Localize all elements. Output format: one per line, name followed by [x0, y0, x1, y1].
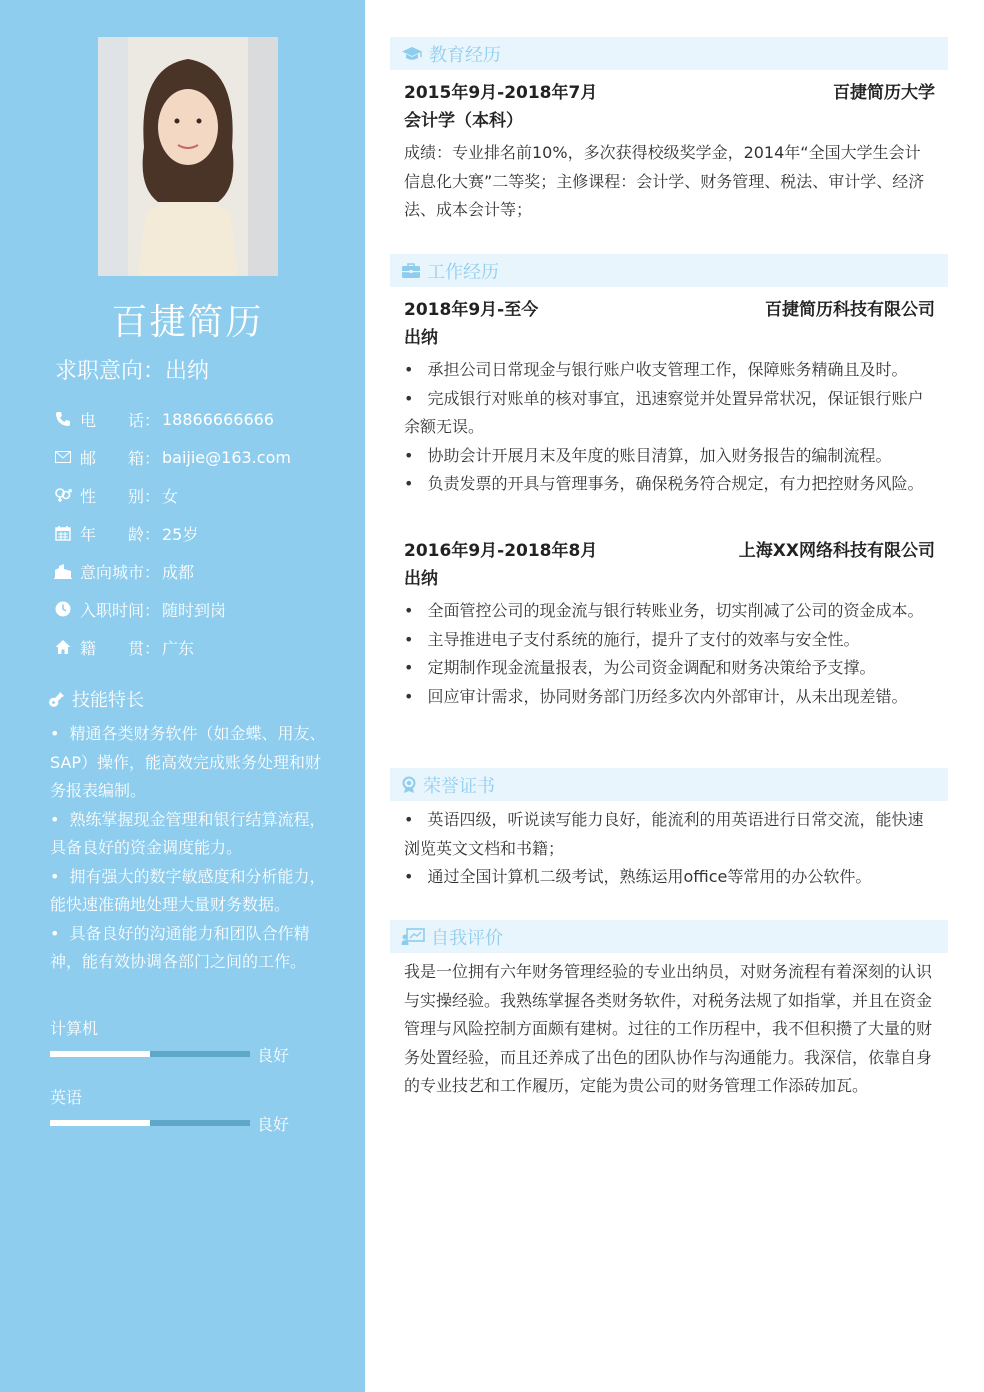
skills-title: 技能特长	[72, 690, 144, 711]
list-item: • 回应审计需求，协同财务部门历经多次内外部审计，从未出现差错。	[404, 686, 908, 706]
contact-label: 邮 箱：	[80, 448, 161, 468]
list-item: • 承担公司日常现金与银行账户收支管理工作，保障账务精确且及时。	[404, 360, 908, 379]
job-period: 2016年9月-2018年8月	[404, 541, 598, 561]
guitar-icon	[48, 690, 66, 708]
job-role: 出纳	[404, 328, 438, 348]
contact-email	[50, 438, 350, 476]
contact-value: 广东	[162, 638, 195, 658]
contact-label: 意向城市：	[80, 562, 161, 582]
contact-value: 成都	[162, 562, 195, 582]
list-item: • 具备良好的沟通能力和团队合作精神，能有效协调各部门之间的工作。	[50, 923, 310, 971]
graduation-cap-icon	[401, 46, 423, 62]
skill-level-english: 良好	[257, 1115, 290, 1134]
skill-name-computer: 计算机	[50, 1019, 99, 1038]
section-title: 荣誉证书	[423, 775, 495, 797]
honors-heading	[390, 768, 948, 801]
contact-phone	[50, 400, 350, 438]
section-title: 教育经历	[429, 44, 501, 66]
candidate-name: 百捷简历	[111, 302, 264, 343]
skill-name-english: 英语	[50, 1088, 83, 1107]
briefcase-icon	[401, 262, 421, 279]
calendar-icon	[52, 522, 74, 544]
skills-list	[50, 720, 330, 977]
list-item: • 协助会计开展月末及年度的账目清算，加入财务报告的编制流程。	[404, 445, 892, 465]
contact-city	[50, 552, 350, 590]
contact-label: 电 话：	[80, 410, 161, 430]
job-row	[404, 536, 935, 561]
education-major: 会计学（本科）	[404, 111, 523, 131]
home-icon	[52, 636, 74, 658]
list-item: • 全面管控公司的现金流与银行转账业务，切实削减了公司的资金成本。	[404, 601, 924, 620]
list-item: • 完成银行对账单的核对事宜，迅速察觉并处置异常状况，保证银行账户余额无误。	[404, 388, 924, 436]
self-heading	[390, 920, 948, 953]
job-duties	[404, 597, 935, 711]
self-evaluation-text: 我是一位拥有六年财务管理经验的专业出纳员，对财务流程有着深刻的认识与实操经验。我熟练掌握各类财务软件，对税务法规了如指掌，并且在资金管理与风险控制方面颇有建树。过往的工作历程中，我不但积攒了大量的财务处置经验，而且还养成了出色的团队协作与沟通能力。我深信，依靠自身的专业技艺和工作履历，定能为贵公司的财务管理工作添砖加瓦。	[404, 962, 933, 1095]
list-item: • 英语四级，听说读写能力良好，能流利的用英语进行日常交流，能快速浏览英文文档和书籍；	[404, 810, 924, 858]
job-duties	[404, 356, 935, 499]
skill-bar-english	[50, 1120, 250, 1126]
education-heading	[390, 37, 948, 70]
contact-value: 随时到岗	[162, 600, 227, 620]
list-item: • 定期制作现金流量报表，为公司资金调配和财务决策给予支撑。	[404, 658, 876, 677]
contact-label: 性 别：	[80, 486, 161, 506]
mail-icon	[52, 446, 74, 468]
skill-bar-computer	[50, 1051, 250, 1057]
sidebar	[0, 0, 365, 1392]
contact-label: 籍 贯：	[80, 638, 161, 658]
work-heading	[390, 254, 948, 287]
job-period: 2018年9月-至今	[404, 300, 539, 320]
contact-value: 女	[162, 486, 179, 506]
education-row	[404, 78, 935, 103]
contact-value: baijie@163.com	[162, 447, 291, 467]
contact-start	[50, 590, 350, 628]
list-item: • 熟练掌握现金管理和银行结算流程，具备良好的资金调度能力。	[50, 809, 326, 857]
job-role: 出纳	[404, 569, 438, 589]
skills-heading	[48, 686, 144, 712]
honors-list	[404, 806, 935, 892]
section-title: 自我评价	[431, 927, 503, 949]
job-company: 上海XX网络科技有限公司	[738, 541, 935, 561]
contact-hometown	[50, 628, 350, 666]
contact-list	[50, 400, 350, 666]
gender-icon	[52, 484, 74, 506]
list-item: • 负责发票的开具与管理事务，确保税务符合规定，有力把控财务风险。	[404, 474, 924, 493]
presentation-icon	[401, 928, 425, 946]
section-title: 工作经历	[427, 261, 499, 283]
job-row	[404, 295, 935, 320]
list-item: • 拥有强大的数字敏感度和分析能力，能快速准确地处理大量财务数据。	[50, 866, 326, 914]
clock-icon	[52, 598, 74, 620]
education-detail: 成绩：专业排名前10%，多次获得校级奖学金，2014年“全国大学生会计信息化大赛”二等奖；主修课程：会计学、财务管理、税法、审计学、经济法、成本会计等；	[404, 143, 925, 219]
list-item: • 主导推进电子支付系统的施行，提升了支付的效率与安全性。	[404, 629, 860, 649]
city-icon	[52, 560, 74, 582]
contact-age	[50, 514, 350, 552]
contact-label: 年 龄：	[80, 524, 161, 544]
contact-gender	[50, 476, 350, 514]
education-school: 百捷简历大学	[833, 83, 935, 103]
profile-photo	[98, 37, 278, 276]
job-intent: 求职意向：出纳	[55, 359, 210, 384]
list-item: • 精通各类财务软件（如金蝶、用友、SAP）操作，能高效完成账务处理和财务报表编制。	[50, 724, 326, 800]
award-icon	[401, 776, 417, 794]
list-item: • 通过全国计算机二级考试，熟练运用office等常用的办公软件。	[404, 867, 872, 886]
job-company: 百捷简历科技有限公司	[765, 300, 935, 320]
contact-value: 25岁	[162, 524, 199, 544]
contact-value: 18866666666	[162, 409, 274, 429]
education-period: 2015年9月-2018年7月	[404, 83, 598, 103]
phone-icon	[52, 408, 74, 430]
contact-label: 入职时间：	[80, 600, 161, 620]
skill-level-computer: 良好	[257, 1046, 290, 1065]
